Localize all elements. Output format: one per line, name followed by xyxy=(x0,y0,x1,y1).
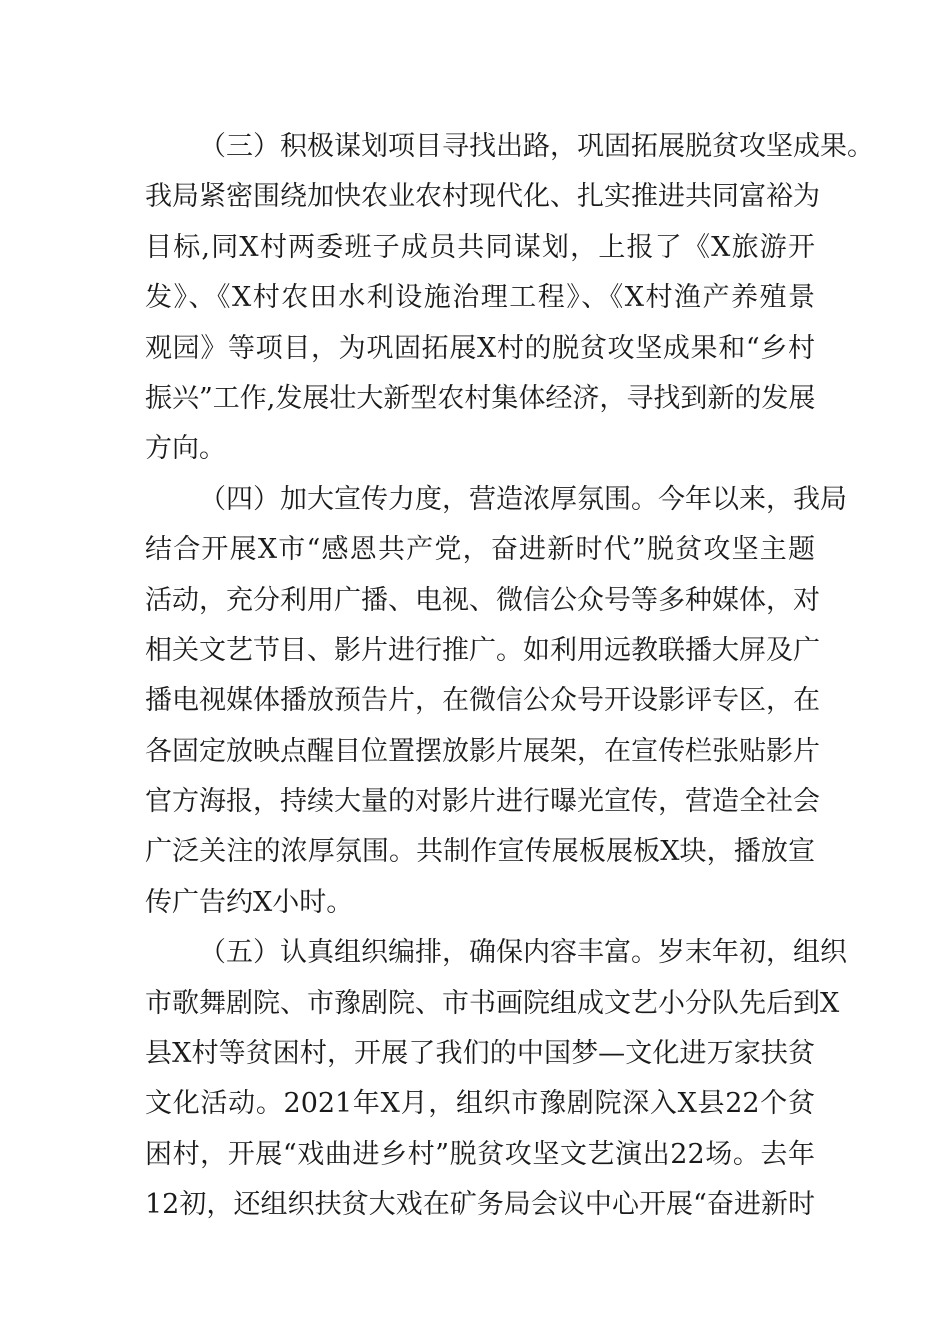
paragraph-4-line-7: 官方海报，持续大量的对影片进行曝光宣传，营造全社会 xyxy=(145,786,820,818)
paragraph-3-line-7: 方向。 xyxy=(145,433,226,465)
paragraph-3-line-5: 观园》等项目，为巩固拓展X村的脱贫攻坚成果和“乡村 xyxy=(145,332,815,364)
paragraph-3-line-3: 目标,同X村两委班子成员共同谋划，上报了《X旅游开 xyxy=(145,231,815,263)
paragraph-4-line-4: 相关文艺节目、影片进行推广。如利用远教联播大屏及广 xyxy=(145,634,820,666)
paragraph-3-line-2: 我局紧密围绕加快农业农村现代化、扎实推进共同富裕为 xyxy=(145,181,820,213)
paragraph-5-line-1: （五）认真组织编排，确保内容丰富。岁末年初，组织 xyxy=(199,937,847,969)
paragraph-4-line-5: 播电视媒体播放预告片，在微信公众号开设影评专区，在 xyxy=(145,685,820,717)
paragraph-5-line-5: 困村，开展“戏曲进乡村”脱贫攻坚文艺演出22场。去年 xyxy=(145,1138,815,1170)
paragraph-3-line-1: （三）积极谋划项目寻找出路，巩固拓展脱贫攻坚成果。 xyxy=(199,131,874,162)
paragraph-5-line-4: 文化活动。2021年X月，组织市豫剧院深入X县22个贫 xyxy=(145,1088,815,1120)
paragraph-4-line-9: 传广告约X小时。 xyxy=(145,886,354,918)
document-body xyxy=(145,122,874,1231)
paragraph-5-line-6: 12初，还组织扶贫大戏在矿务局会议中心开展“奋进新时 xyxy=(145,1189,815,1221)
paragraph-3-line-6: 振兴”工作,发展壮大新型农村集体经济，寻找到新的发展 xyxy=(145,382,816,414)
paragraph-4-line-1: （四）加大宣传力度，营造浓厚氛围。今年以来，我局 xyxy=(199,483,847,515)
paragraph-5-line-2: 市歌舞剧院、市豫剧院、市书画院组成文艺小分队先后到X xyxy=(145,987,840,1019)
paragraph-4-line-8: 广泛关注的浓厚氛围。共制作宣传展板展板X块，播放宣 xyxy=(145,836,815,868)
paragraph-4-line-2: 结合开展X市“感恩共产党，奋进新时代”脱贫攻坚主题 xyxy=(145,534,815,566)
paragraph-4-line-6: 各固定放映点醒目位置摆放影片展架，在宣传栏张贴影片 xyxy=(145,735,820,767)
paragraph-5-line-3: 县X村等贫困村，开展了我们的中国梦—文化进万家扶贫 xyxy=(145,1038,815,1070)
paragraph-3-line-4: 发》、《X村农田水利设施治理工程》、《X村渔产养殖景 xyxy=(145,282,815,314)
paragraph-4-line-3: 活动，充分利用广播、电视、微信公众号等多种媒体，对 xyxy=(145,584,820,616)
